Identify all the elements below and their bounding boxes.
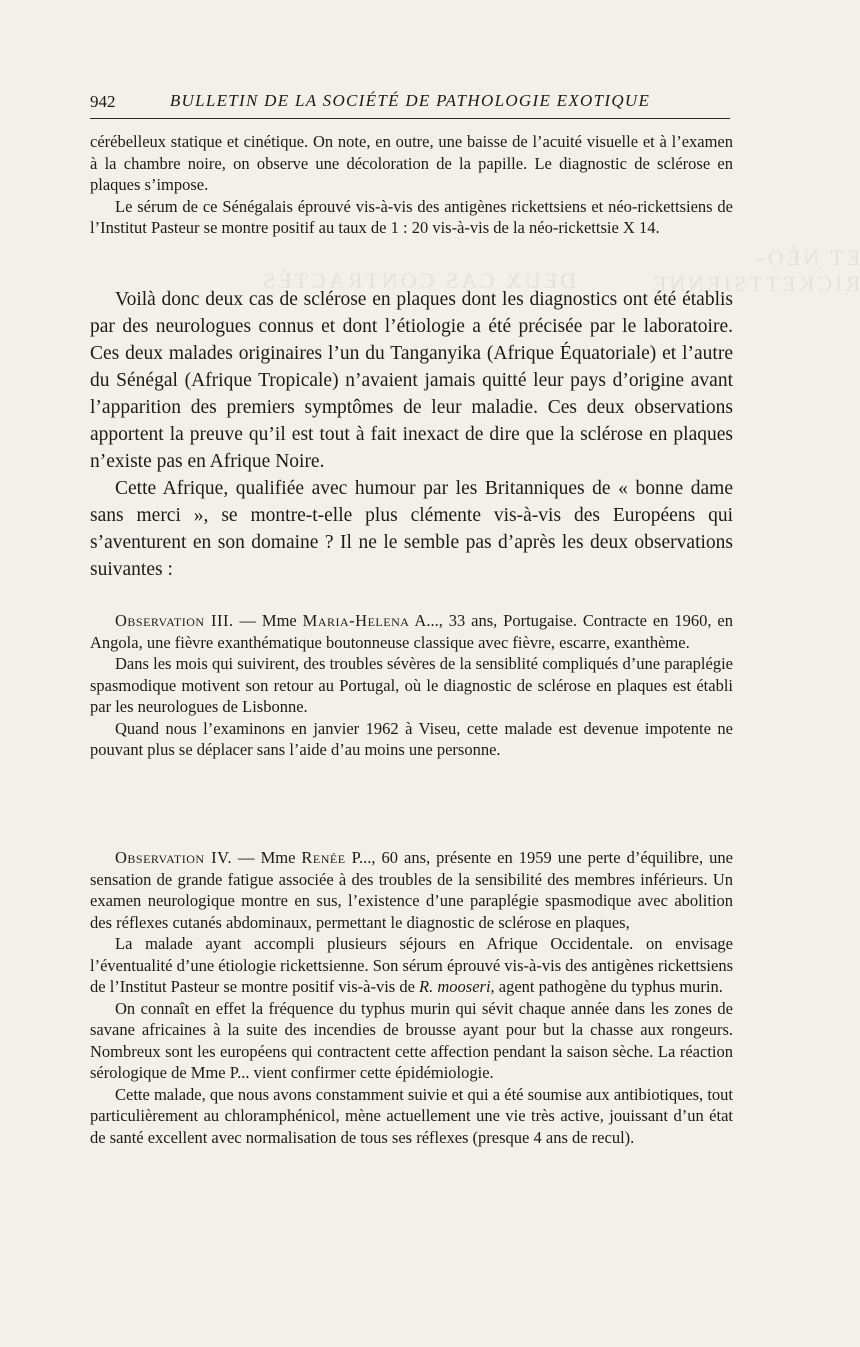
observation-label: Observation III. bbox=[115, 611, 234, 630]
observation-label: Observation IV. bbox=[115, 848, 233, 867]
continued-case-text bbox=[90, 131, 733, 239]
paragraph: Observation IV. — Mme Renée P..., 60 ans, présente en 1959 une perte d’équilibre, une sensation de grande fatigue associée à des troubles de la sensibilité des membres inférieurs. Un examen neurologique montre en sus, l’existence d’une paraplégie spasmodique avec abolition des réflexes cutanés abdominaux, permettant le diagnostic de sclérose en plaques, bbox=[90, 848, 733, 932]
paragraph: Cette malade, que nous avons constamment suivie et qui a été soumise aux antibiotiques, tout particulièrement au chloramphénicol, mène actuellement une vie très active, jouissant d’un état de santé excellent avec normalisation de tous ses réflexes (presque 4 ans de recul). bbox=[90, 1084, 733, 1147]
running-header bbox=[90, 90, 730, 118]
paragraph: Le sérum de ce Sénégalais éprouvé vis-à-vis des antigènes rickettsiens et néo-rickettsiens de l’Institut Pasteur se montre positif au taux de 1 : 20 vis-à-vis de la néo-rickettsie X 14. bbox=[90, 196, 733, 237]
patient-name: Renée bbox=[301, 848, 346, 867]
paragraph: La malade ayant accompli plusieurs séjours en Afrique Occidentale. on envisage l’éventualité d’une étiologie rickettsienne. Son sérum éprouvé vis-à-vis des antigènes rickettsiens de l’Institut Pasteur se montre positif vis-à-vis de R. mooseri, agent pathogène du typhus murin. bbox=[90, 934, 733, 996]
paragraph: Cette Afrique, qualifiée avec humour par les Britanniques de « bonne dame sans merci », se montre-t-elle plus clémente vis-à-vis des Européens qui s’aventurent en son domaine ? Il ne le semble pas d’après les deux observations suivantes : bbox=[90, 478, 733, 580]
running-title: BULLETIN DE LA SOCIÉTÉ DE PATHOLOGIE EXOTIQUE bbox=[169, 91, 651, 110]
discussion-section bbox=[90, 286, 733, 583]
paragraph: Voilà donc deux cas de sclérose en plaques dont les diagnostics ont été établis par des neurologues connus et dont l’étiologie a été précisée par le laboratoire. Ces deux malades originaires l’un du Tanganyika (Afrique Équatoriale) et l’autre du Sénégal (Afrique Tropicale) n’avaient jamais quitté leur pays d’origine avant l’apparition des premiers symptômes de leur maladie. Ces deux observations apportent la preuve qu’il est tout à fait inexact de dire que la sclérose en plaques n’existe pas en Afrique Noire. bbox=[90, 289, 733, 472]
show-through-text: DEUX CAS CONTRACTÉS bbox=[260, 268, 577, 293]
species-name: R. mooseri bbox=[419, 977, 491, 996]
page-number: 942 bbox=[90, 92, 116, 111]
observation-iii bbox=[90, 610, 733, 761]
paragraph: On connaît en effet la fréquence du typhus murin qui sévit chaque année dans les zones de savane africaines à la suite des incendies de brousse ayant pour but la chasse aux rongeurs. Nombreux sont les européens qui contractent cette affection pendant la saison sèche. La réaction sérologique de Mme P... vient confirmer cette épidémiologie. bbox=[90, 998, 733, 1082]
observation-iv bbox=[90, 847, 733, 1148]
paragraph: cérébelleux statique et cinétique. On note, en outre, une baisse de l’acuité visuelle et à l’examen à la chambre noire, on observe une décoloration de la papille. Le diagnostic de sclérose en plaques s’impose. bbox=[90, 132, 733, 194]
paragraph: Dans les mois qui suivirent, des troubles sévères de la sensiblité compliqués d’une paraplégie spasmodique motivent son retour au Portugal, où le diagnostic de sclérose en plaques est établi par les neurologues de Lisbonne. bbox=[90, 654, 733, 716]
show-through-text: ET NÉO-RICKETTSIENNE bbox=[650, 245, 860, 296]
paragraph: Observation III. — Mme Maria-Helena A..., 33 ans, Portugaise. Contracte en 1960, en Angola, une fièvre exanthématique boutonneuse classique avec fièvre, escarre, exanthème. bbox=[90, 611, 733, 652]
header-rule bbox=[90, 118, 730, 119]
paragraph: Quand nous l’examinons en janvier 1962 à Viseu, cette malade est devenue impotente ne pouvant plus se déplacer sans l’aide d’au moins une personne. bbox=[90, 718, 733, 759]
patient-name: Maria-Helena bbox=[302, 611, 410, 630]
